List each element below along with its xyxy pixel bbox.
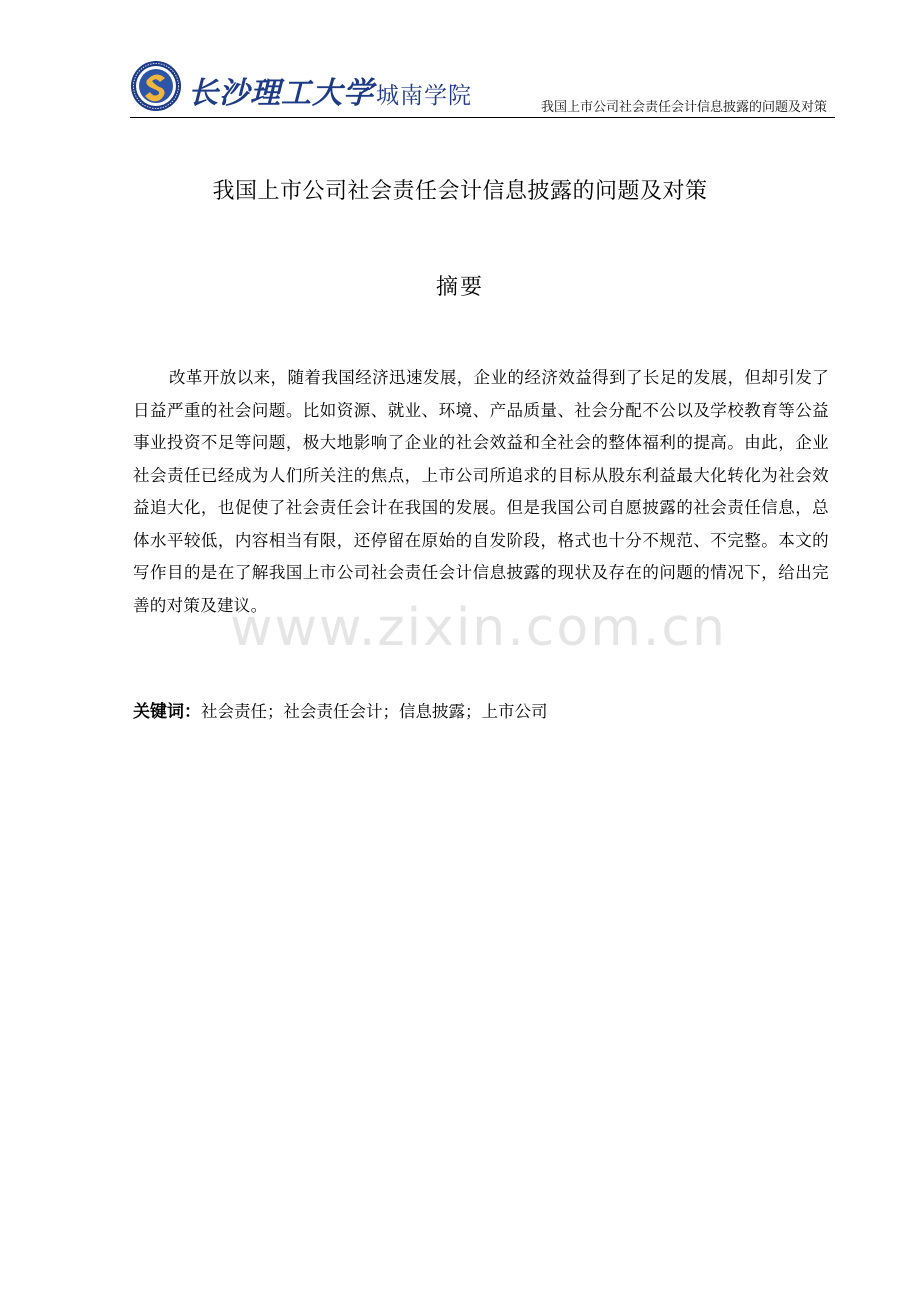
university-logo-text [188,68,472,112]
logo-name: 长沙理工大学 [188,76,374,111]
running-title: 我国上市公司社会责任会计信息披露的问题及对策 [540,100,827,115]
abstract-heading: 摘要 [435,275,484,300]
header-rule [130,117,835,118]
watermark: www.zixin.com.cn [230,598,727,658]
keywords-list: 社会责任；社会责任会计；信息披露；上市公司 [201,702,548,721]
keywords-line [133,697,548,722]
logo-subtitle: 城南学院 [376,83,472,109]
university-emblem-icon [130,60,182,112]
keywords-label: 关键词： [133,702,201,722]
page-title: 我国上市公司社会责任会计信息披露的问题及对策 [212,179,708,204]
abstract-paragraph: 改革开放以来，随着我国经济迅速发展，企业的经济效益得到了长足的发展，但却引发了日益严重的社会问题。比如资源、就业、环境、产品质量、社会分配不公以及学校教育等公益事业投资不足等问题，极大地影响了企业的社会效益和全社会的整体福利的提高。由此，企业社会责任已经成为人们所关注的焦点，上市公司所追求的目标从股东利益最大化转化为社会效益追大化，也促使了社会责任会计在我国的发展。但是我国公司自愿披露的社会责任信息，总体水平较低，内容相当有限，还停留在原始的自发阶段，格式也十分不规范、不完整。本文的写作目的是在了解我国上市公司社会责任会计信息披露的现状及存在的问题的情况下，给出完善的对策及建议。 [133,368,829,615]
page-header [130,58,835,118]
